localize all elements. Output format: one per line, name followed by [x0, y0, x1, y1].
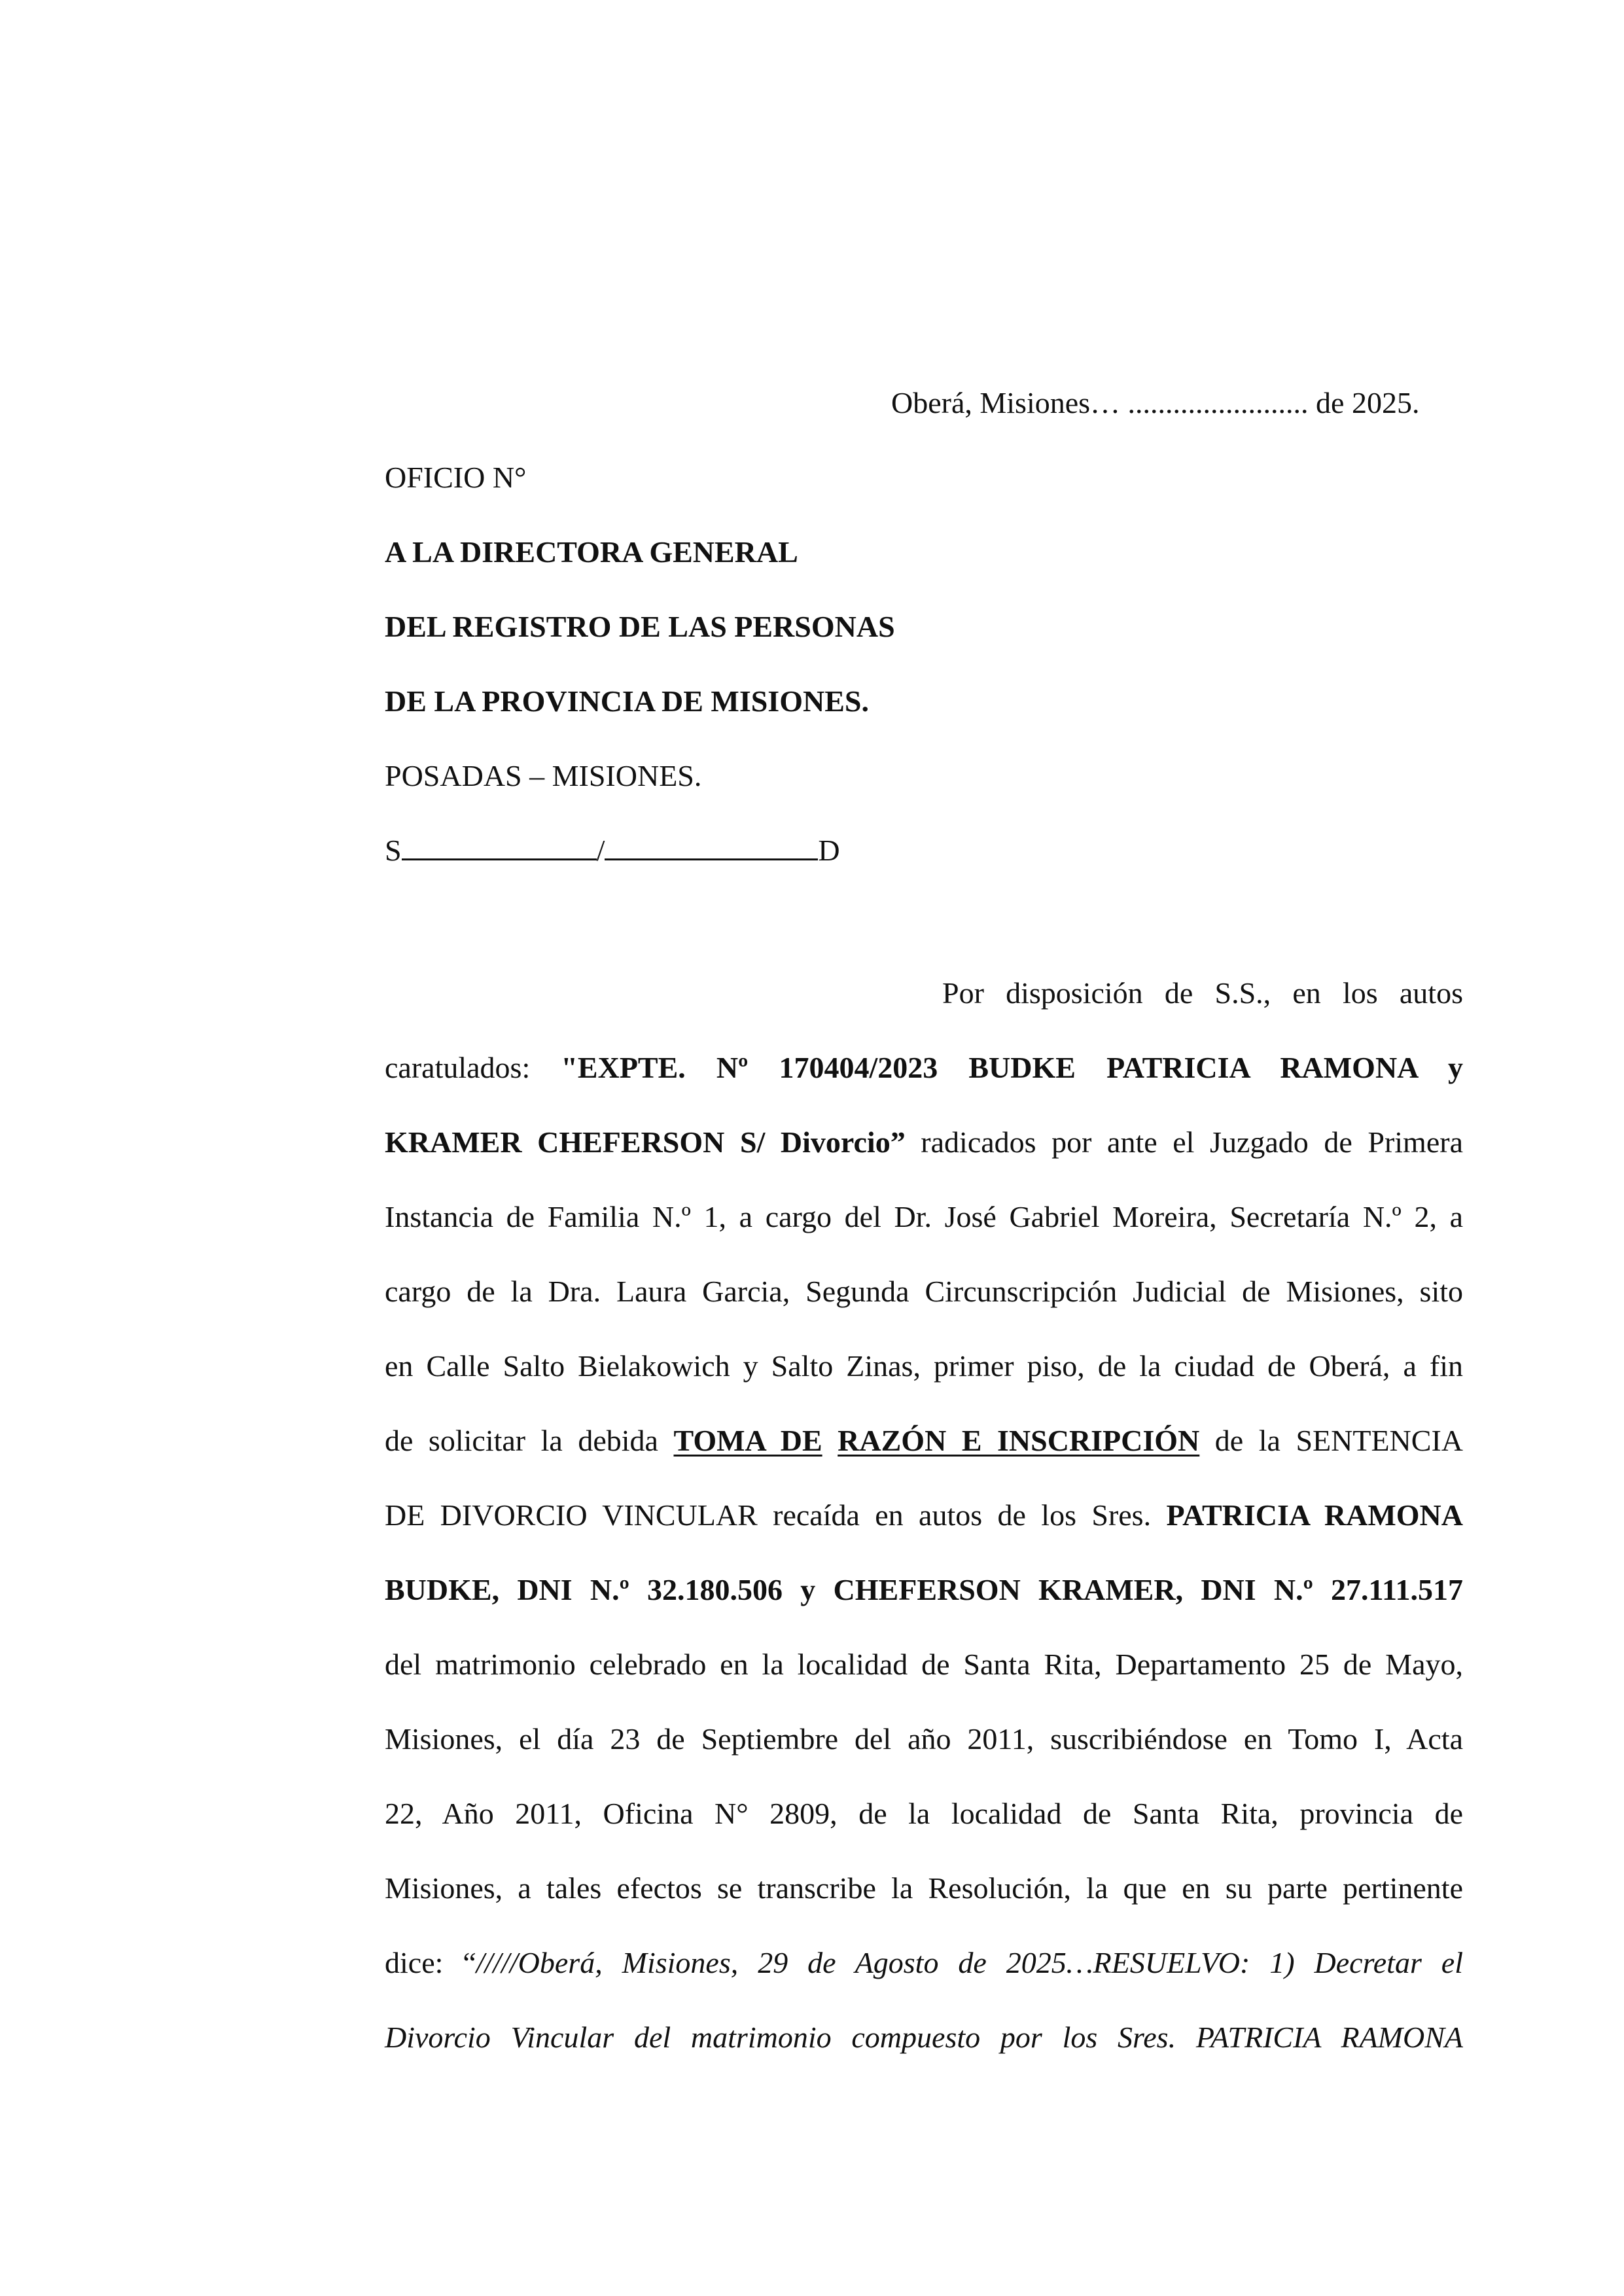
body-line-11: Misiones, el día 23 de Septiembre del año 2011, suscribiéndose en Tomo I, Acta — [385, 1722, 1463, 1756]
body-line-13: Misiones, a tales efectos se transcribe la Resolución, la que en su parte pertinente — [385, 1871, 1463, 1905]
body-line-12: 22, Año 2011, Oficina N° 2809, de la localidad de Santa Rita, provincia de — [385, 1797, 1463, 1830]
case-title-part-2: KRAMER CHEFERSON S/ Divorcio” — [385, 1125, 906, 1159]
sd-blank-2 — [605, 832, 818, 860]
resolution-quote-cont: Divorcio Vincular del matrimonio compuesto por los Sres. PATRICIA RAMONA — [385, 2021, 1463, 2054]
oficio-number: OFICIO N° — [385, 461, 527, 494]
case-title-part-1: "EXPTE. Nº 170404/2023 BUDKE PATRICIA RAMONA y — [561, 1051, 1463, 1084]
resolution-quote-start: /////Oberá, Misiones, 29 de Agosto de 2025…RESUELVO: 1) Decretar el — [476, 1946, 1464, 1979]
body-line-5: cargo de la Dra. Laura Garcia, Segunda Circunscripción Judicial de Misiones, sito — [385, 1275, 1463, 1308]
body-line-2-a: caratulados: — [385, 1051, 561, 1084]
addressee-line-1: A LA DIRECTORA GENERAL — [385, 535, 798, 569]
body-line-3-b: radicados por ante el Juzgado de Primera — [905, 1125, 1463, 1159]
body-line-2 — [385, 1050, 1463, 1086]
body-line-10: del matrimonio celebrado en la localidad de Santa Rita, Departamento 25 de Mayo, — [385, 1648, 1463, 1681]
body-line-15 — [385, 2019, 1463, 2056]
body-line-4: Instancia de Familia N.º 1, a cargo del Dr. José Gabriel Moreira, Secretaría N.º 2, a — [385, 1200, 1463, 1233]
addressee-line-2: DEL REGISTRO DE LAS PERSONAS — [385, 610, 895, 643]
toma-de-emphasis: TOMA DE — [673, 1424, 822, 1457]
addressee-line-3: DE LA PROVINCIA DE MISIONES. — [385, 684, 869, 718]
body-line-7-d: de la SENTENCIA — [1199, 1424, 1463, 1457]
salutation-sd — [385, 832, 840, 869]
body-line-14 — [385, 1945, 1463, 1981]
body-line-7 — [385, 1422, 1463, 1459]
body-line-14-a: dice: “ — [385, 1946, 476, 1979]
body-line-1: Por disposición de S.S., en los autos — [942, 976, 1463, 1010]
body-line-9: BUDKE, DNI N.º 32.180.506 y CHEFERSON KRAMER, DNI N.º 27.111.517 — [385, 1573, 1463, 1606]
body-line-6: en Calle Salto Bielakowich y Salto Zinas, primer piso, de la ciudad de Oberá, a fin — [385, 1349, 1463, 1383]
body-line-7-a: de solicitar la debida — [385, 1424, 674, 1457]
sd-d: D — [818, 834, 840, 867]
date-line: Oberá, Misiones… ........................ de 2025. — [891, 386, 1420, 419]
body-line-3 — [385, 1124, 1463, 1161]
party-name-1: PATRICIA RAMONA — [1166, 1498, 1463, 1532]
body-line-8 — [385, 1497, 1463, 1534]
addressee-city: POSADAS – MISIONES. — [385, 759, 702, 792]
body-line-8-a: DE DIVORCIO VINCULAR recaída en autos de los Sres. — [385, 1498, 1167, 1532]
sd-slash: / — [596, 834, 605, 867]
sd-s: S — [385, 834, 402, 867]
razon-inscripcion-emphasis: RAZÓN E INSCRIPCIÓN — [838, 1424, 1200, 1457]
sd-blank-1 — [402, 832, 597, 860]
